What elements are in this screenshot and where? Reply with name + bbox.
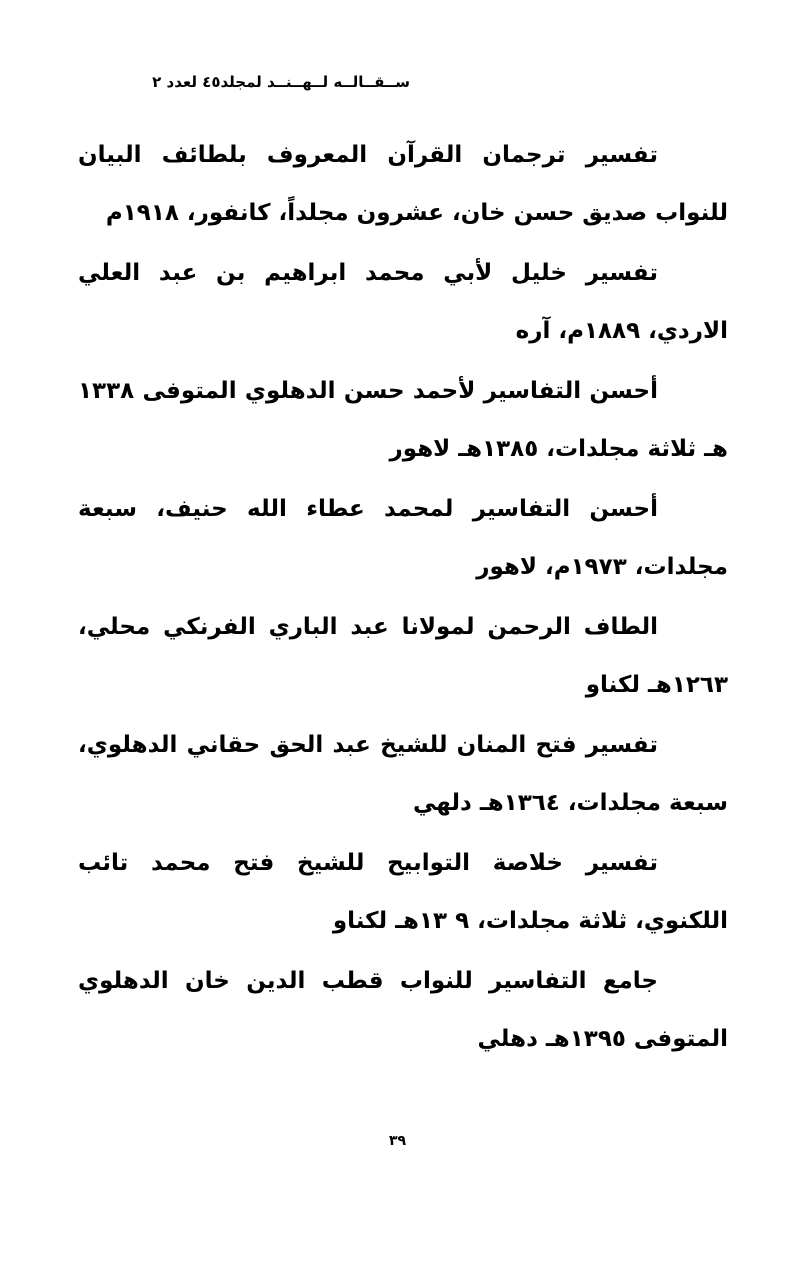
bibliography-entry: تفسير فتح المنان للشيخ عبد الحق حقاني الدهلوي، سبعة مجلدات، ١٣٦٤هـ دلهي — [78, 732, 728, 816]
page-number: ٣٩ — [388, 1133, 407, 1149]
running-header: ســقــالــه لــهــنــد لمجلد٤٥ لعدد ٢ — [152, 73, 410, 91]
bibliography-entry: أحسن التفاسير لمحمد عطاء الله حنيف، سبعة مجلدات، ١٩٧٣م، لاهور — [78, 496, 728, 580]
bibliography-entry: أحسن التفاسير لأحمد حسن الدهلوي المتوفى ١٣٣٨ هـ ثلاثة مجلدات، ١٣٨٥هـ لاهور — [78, 378, 728, 462]
bibliography-entry: جامع التفاسير للنواب قطب الدين خان الدهلوي المتوفى ١٣٩٥هـ دهلي — [78, 968, 728, 1052]
bibliography-entry: تفسير خلاصة التوابيح للشيخ فتح محمد تائب اللكنوي، ثلاثة مجلدات، ٩ ١٣هـ لكناو — [78, 850, 728, 934]
bibliography-entry: تفسير ترجمان القرآن المعروف بلطائف البيان للنواب صديق حسن خان، عشرون مجلداً، كانفور، ١٩١٨م — [78, 142, 728, 226]
bibliography-entry: تفسير خليل لأبي محمد ابراهيم بن عبد العلي الاردي، ١٨٨٩م، آره — [78, 260, 728, 344]
bibliography-entry: الطاف الرحمن لمولانا عبد الباري الفرنكي محلي، ١٢٦٣هـ لكناو — [78, 614, 728, 698]
bibliography-list — [78, 126, 728, 1070]
